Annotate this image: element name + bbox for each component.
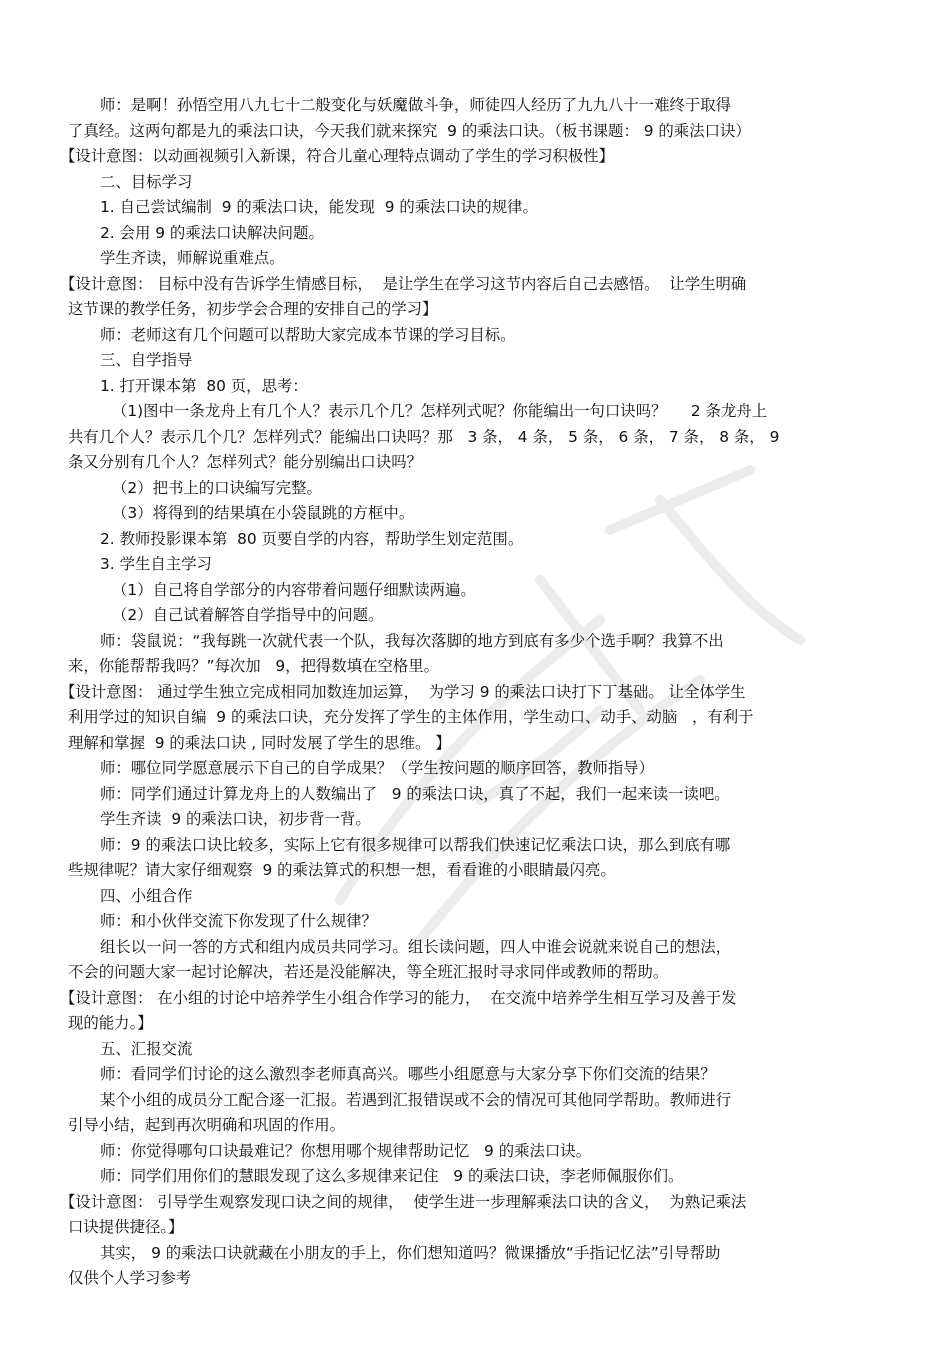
text-line: （3）将得到的结果填在小袋鼠跳的方框中。 [112, 504, 415, 522]
text-line: 三、自学指导 [100, 351, 193, 369]
text-line: 利用学过的知识自编 9 的乘法口诀，充分发挥了学生的主体作用，学生动口、动手、动脑 ，有利于 [68, 708, 754, 726]
text-line: 师：同学们通过计算龙舟上的人数编出了 9 的乘法口诀，真了不起，我们一起来读一读吧。 [100, 784, 730, 803]
text-line: 这节课的教学任务，初步学会合理的安排自己的学习】 [68, 300, 438, 318]
text-line: 现的能力。】 [68, 1014, 153, 1032]
text-line: 学生齐读，师解说重难点。 [100, 249, 285, 267]
text-line: 理解和掌握 9 的乘法口诀 , 同时发展了学生的思维。 】 [68, 733, 451, 752]
text-line: 条又分别有几个人？怎样列式？能分别编出口诀吗？ [68, 453, 422, 471]
text-line: 其实， 9 的乘法口诀就藏在小朋友的手上，你们想知道吗？微课播放“手指记忆法”引导帮助 [100, 1243, 721, 1262]
text-line: 3. 学生自主学习 [100, 555, 212, 573]
text-line: 师：同学们用你们的慧眼发现了这么多规律来记住 9 的乘法口诀，李老师佩服你们。 [100, 1167, 684, 1185]
text-line: 不会的问题大家一起讨论解决，若还是没能解决，等全班汇报时寻求同伴或教师的帮助。 [68, 963, 669, 981]
text-line: 师：老师这有几个问题可以帮助大家完成本节课的学习目标。 [100, 325, 516, 344]
text-line: 师：袋鼠说：“我每跳一次就代表一个队，我每次落脚的地方到底有多少个选手啊？我算不出 [100, 631, 724, 650]
text-line: 1. 自己尝试编制 9 的乘法口诀，能发现 9 的乘法口诀的规律。 [100, 198, 538, 216]
text-line: 师：9 的乘法口诀比较多，实际上它有很多规律可以帮我们快速记忆乘法口诀，那么到底有哪 [100, 835, 731, 854]
text-line: 共有几个人？表示几个几？怎样列式？能编出口诀吗？那 3 条， 4 条， 5 条， 6 条， 7 条， 8 条， 9 [68, 427, 780, 446]
text-line: 【设计意图： 通过学生独立完成相同加数连加运算， 为学习 9 的乘法口诀打下丁基础。 让全体学生 [60, 682, 746, 701]
text-line: 2. 教师投影课本第 80 页要自学的内容，帮助学生划定范围。 [100, 529, 524, 548]
text-line: 师：你觉得哪句口诀最难记？你想用哪个规律帮助记忆 9 的乘法口诀。 [100, 1141, 592, 1160]
text-line: 组长以一问一答的方式和组内成员共同学习。组长读问题，四人中谁会说就来说自己的想法， [100, 937, 732, 956]
document-body [60, 93, 883, 1292]
text-line: 学生齐读 9 的乘法口诀，初步背一背。 [100, 810, 371, 828]
text-line: 五、汇报交流 [100, 1039, 193, 1058]
text-line: 仅供个人学习参考 [68, 1269, 192, 1287]
text-line: 1. 打开课本第 80 页，思考： [100, 376, 308, 395]
text-line: 师：和小伙伴交流下你发现了什么规律？ [100, 912, 378, 930]
text-line: 【设计意图： 目标中没有告诉学生情感目标， 是让学生在学习这节内容后自己去感悟。 让学生明确 [60, 274, 747, 293]
text-line: 口诀提供捷径。】 [68, 1218, 184, 1236]
text-line: 2. 会用 9 的乘法口诀解决问题。 [100, 223, 324, 242]
text-line: 师：哪位同学愿意展示下自己的自学成果？（学生按问题的顺序回答，教师指导） [100, 759, 655, 777]
text-line: （1)图中一条龙舟上有几个人？表示几个几？怎样列式呢？你能编出一句口诀吗？ 2 条龙舟上 [112, 402, 768, 420]
text-line: 【设计意图：以动画视频引入新课，符合儿童心理特点调动了学生的学习积极性】 [60, 147, 615, 165]
text-line: 四、小组合作 [100, 886, 193, 905]
text-line: （2）自己试着解答自学指导中的问题。 [112, 606, 384, 624]
text-line: 师：看同学们讨论的这么激烈李老师真高兴。哪些小组愿意与大家分享下你们交流的结果？ [100, 1065, 716, 1083]
text-line: （2）把书上的口诀编写完整。 [112, 478, 322, 497]
text-line: 某个小组的成员分工配合逐一汇报。若遇到汇报错误或不会的情况可其他同学帮助。教师进行 [100, 1090, 732, 1109]
text-line: 【设计意图： 引导学生观察发现口诀之间的规律， 使学生进一步理解乘法口诀的含义， 为熟记乘法 [60, 1192, 747, 1211]
text-line: 些规律呢？请大家仔细观察 9 的乘法算式的积想一想，看看谁的小眼睛最闪亮。 [68, 861, 616, 879]
text-line: 来，你能帮帮我吗？”每次加 9，把得数填在空格里。 [68, 657, 440, 675]
text-line: 了真经。这两句都是九的乘法口诀，今天我们就来探究 9 的乘法口诀。（板书课题： 9 的乘法口诀） [68, 121, 751, 140]
text-line: 【设计意图： 在小组的讨论中培养学生小组合作学习的能力， 在交流中培养学生相互学习及善于发 [60, 988, 737, 1007]
text-line: 二、目标学习 [100, 172, 193, 191]
text-line: 引导小结，起到再次明确和巩固的作用。 [68, 1116, 346, 1134]
text-line: 师：是啊！孙悟空用八九七十二般变化与妖魔做斗争，师徒四人经历了九九八十一难终于取得 [100, 96, 732, 114]
text-line: （1）自己将自学部分的内容带着问题仔细默读两遍。 [112, 580, 476, 599]
